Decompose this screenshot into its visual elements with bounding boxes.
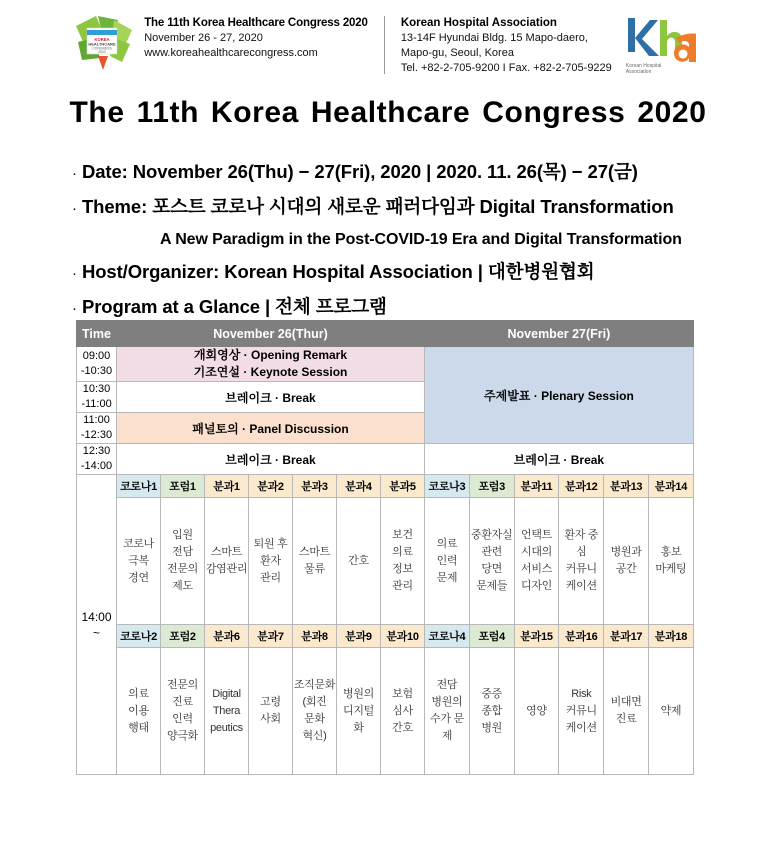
topic-line: 의료 <box>128 687 149 700</box>
topic-line: 보건 <box>392 529 413 541</box>
topic-line: 커뮤니 <box>565 563 597 575</box>
time-start: 11:00 <box>83 414 110 426</box>
topic-line: 디지털 <box>343 704 374 717</box>
topic-line: 디자인 <box>521 580 552 592</box>
session-topic-포럼3 <box>469 498 514 625</box>
opening-line1: 개회영상 · Opening Remark <box>193 348 348 362</box>
session-label-분과14[interactable]: 분과14 <box>648 475 693 498</box>
topic-line: 영양 <box>526 704 547 717</box>
session-break-lunch-day2: 브레이크 · Break <box>425 444 694 475</box>
topic-line: 관리 <box>260 571 281 584</box>
association-name: Korean Hospital Association <box>400 17 557 29</box>
session-label-분과10[interactable]: 분과10 <box>381 625 425 648</box>
bullet-date-value: November 26(Thu) − 27(Fri), 2020 | 2020. 11. 26(목) − 27(금) <box>132 161 638 182</box>
topic-line: Risk <box>571 687 592 700</box>
session-break-lunch-day1: 브레이크 · Break <box>117 444 425 475</box>
kha-logo-icon <box>626 14 702 74</box>
session-label-분과2[interactable]: 분과2 <box>249 475 293 498</box>
topic-line: 관련 <box>481 546 503 558</box>
topic-line: 당면 <box>481 563 503 575</box>
bullet-host-value: Korean Hospital Association | 대한병원협회 <box>224 261 595 282</box>
topic-line: 진료 <box>615 713 637 725</box>
topic-line: 인력 <box>172 713 193 725</box>
time-start: 12:30 <box>82 445 111 457</box>
time-end: -10:30 <box>80 365 113 377</box>
topic-line: 고령 <box>260 696 281 708</box>
session-topic-분과6 <box>205 648 249 775</box>
topic-line: 심사 <box>392 704 413 717</box>
topic-line: Digital <box>212 687 241 700</box>
topic-line: 조직문화 <box>293 679 336 691</box>
topic-line: 홍보 <box>660 546 682 558</box>
session-topic-분과12 <box>559 498 604 625</box>
topic-line: 관리 <box>392 580 413 592</box>
session-label-분과5[interactable]: 분과5 <box>381 475 425 498</box>
time-cell <box>77 444 117 475</box>
session-label-분과8[interactable]: 분과8 <box>293 625 337 648</box>
session-topic-코로나3 <box>425 498 470 625</box>
topic-line: 행태 <box>128 721 149 734</box>
session-label-분과13[interactable]: 분과13 <box>604 475 649 498</box>
session-label-분과12[interactable]: 분과12 <box>559 475 604 498</box>
topic-line: 감염관리 <box>205 563 248 575</box>
kha-caption-line2: Association <box>625 69 652 75</box>
topic-line: 사회 <box>260 713 281 725</box>
session-label-분과4[interactable]: 분과4 <box>337 475 381 498</box>
svg-text:KOREA: KOREA <box>94 37 110 42</box>
topic-line: 화 <box>353 721 364 734</box>
session-label-분과6[interactable]: 분과6 <box>205 625 249 648</box>
congress-title: The 11th Korea Healthcare Congress 2020 <box>144 17 368 29</box>
session-break-morning: 브레이크 · Break <box>117 382 425 413</box>
topic-line: 비대면 <box>610 696 642 708</box>
info-bullet-list <box>72 155 732 325</box>
topic-line: 경연 <box>128 571 149 584</box>
topic-line: 시대의 <box>521 546 552 558</box>
topic-line: 전담 <box>436 679 458 691</box>
topic-line: 문제 <box>436 571 458 584</box>
letterhead <box>0 14 776 76</box>
session-label-포럼1[interactable]: 포럼1 <box>161 475 205 498</box>
topic-line: 의료 <box>436 537 458 550</box>
topic-line: 종합 <box>481 704 503 717</box>
program-at-a-glance-table <box>76 320 693 775</box>
letterhead-divider <box>384 16 385 74</box>
session-topic-분과16 <box>559 648 604 775</box>
kha-caption-line1: Korean Hospital <box>625 63 662 69</box>
topic-line: 간호 <box>392 721 413 734</box>
time-afternoon-start: 14:00 <box>81 609 112 624</box>
column-header-day1: November 26(Thur) <box>117 321 425 347</box>
bullet-theme-subtitle: A New Paradigm in the Post-COVID-19 Era and Digital Transformation <box>160 231 682 248</box>
session-topic-분과2 <box>249 498 293 625</box>
session-label-포럼2[interactable]: 포럼2 <box>161 625 205 648</box>
topic-line: 병원과 <box>610 546 642 558</box>
time-cell-afternoon <box>77 475 117 775</box>
kha-logo-caption <box>626 63 662 75</box>
time-cell <box>77 347 117 382</box>
topic-line: 환자 <box>260 554 281 567</box>
session-label-row <box>77 475 694 498</box>
session-topic-코로나4 <box>425 648 470 775</box>
bullet-theme <box>72 190 732 225</box>
session-label-분과11[interactable]: 분과11 <box>514 475 559 498</box>
topic-line: 약제 <box>660 704 682 717</box>
schedule-row <box>77 444 694 475</box>
topic-line: 혁신) <box>302 730 327 742</box>
session-label-코로나3[interactable]: 코로나3 <box>425 475 470 498</box>
time-end: -11:00 <box>81 398 112 410</box>
topic-line: 입원 <box>172 529 193 541</box>
session-topic-분과15 <box>514 648 559 775</box>
topic-line: 수가 문제 <box>430 713 464 742</box>
session-topic-분과3 <box>293 498 337 625</box>
topic-line: 인력 <box>436 554 458 567</box>
bullet-dot-icon: · <box>72 200 77 217</box>
session-plenary: 주제발표 · Plenary Session <box>425 347 694 444</box>
session-topic-분과5 <box>381 498 425 625</box>
session-topic-분과8 <box>293 648 337 775</box>
association-address-line2: Mapo-gu, Seoul, Korea <box>400 47 514 59</box>
bullet-program-label: Program at a Glance <box>81 296 260 317</box>
time-start: 09:00 <box>82 350 111 362</box>
topic-line: peutics <box>210 721 243 734</box>
topic-line: 보험 <box>392 687 413 700</box>
time-afternoon-tilde: ~ <box>92 625 100 640</box>
session-topic-분과10 <box>381 648 425 775</box>
session-label-분과7[interactable]: 분과7 <box>249 625 293 648</box>
bullet-dot-icon: · <box>72 265 77 282</box>
topic-line: 전담 <box>172 546 193 558</box>
bullet-program-value: | 전체 프로그램 <box>265 296 387 317</box>
topic-line: 병원의 <box>343 687 374 700</box>
session-topic-row <box>77 648 694 775</box>
topic-line: 케이션 <box>565 721 597 734</box>
topic-line: 문화 <box>304 713 325 725</box>
session-label-분과3[interactable]: 분과3 <box>293 475 337 498</box>
session-label-코로나4[interactable]: 코로나4 <box>425 625 470 648</box>
topic-line: 스마트 <box>299 546 330 558</box>
time-cell <box>77 382 117 413</box>
time-end: -14:00 <box>80 460 113 472</box>
bullet-theme-value: 포스트 코로나 시대의 새로운 패러다임과 Digital Transformation <box>152 196 674 217</box>
session-topic-포럼4 <box>469 648 514 775</box>
congress-website[interactable]: www.koreahealthcarecongress.com <box>144 47 318 59</box>
topic-line: 커뮤니 <box>565 704 597 717</box>
session-opening-remark <box>117 347 425 382</box>
time-start: 10:30 <box>82 383 111 395</box>
svg-text:HEALTHCARE: HEALTHCARE <box>88 41 116 47</box>
session-topic-분과7 <box>249 648 293 775</box>
session-topic-row <box>77 498 694 625</box>
topic-line: 양극화 <box>167 730 198 742</box>
topic-line: 언택트 <box>521 529 552 541</box>
topic-line: (회진 <box>302 696 327 708</box>
session-topic-포럼2 <box>161 648 205 775</box>
topic-line: 정보 <box>392 563 413 575</box>
session-label-분과15[interactable]: 분과15 <box>514 625 559 648</box>
bullet-date-label: Date: <box>81 161 128 182</box>
bullet-host <box>72 255 732 290</box>
topic-line: 의료 <box>392 546 413 558</box>
topic-line: 환자 중심 <box>564 529 599 558</box>
session-topic-분과13 <box>604 498 649 625</box>
topic-line: 진료 <box>172 696 193 708</box>
session-label-코로나2[interactable]: 코로나2 <box>117 625 161 648</box>
svg-text:CONGRESS: CONGRESS <box>92 46 112 51</box>
session-label-분과9[interactable]: 분과9 <box>337 625 381 648</box>
congress-info-block <box>144 16 384 61</box>
topic-line: 병원 <box>481 721 503 734</box>
time-end: -12:30 <box>80 429 113 441</box>
session-topic-분과4 <box>337 498 381 625</box>
topic-line: 전문의 <box>167 679 198 691</box>
column-header-time: Time <box>77 321 117 347</box>
session-topic-분과9 <box>337 648 381 775</box>
session-topic-포럼1 <box>161 498 205 625</box>
session-label-분과1[interactable]: 분과1 <box>205 475 249 498</box>
association-address-line1: 13-14F Hyundai Bldg. 15 Mapo-daero, <box>400 32 588 44</box>
korea-healthcare-congress-logo-icon <box>74 14 134 76</box>
column-header-day2: November 27(Fri) <box>425 321 694 347</box>
session-topic-코로나1 <box>117 498 161 625</box>
topic-line: 서비스 <box>521 563 552 575</box>
topic-line: 병원의 <box>431 696 463 708</box>
topic-line: 공간 <box>615 563 637 575</box>
session-topic-코로나2 <box>117 648 161 775</box>
topic-line: 중증 <box>481 687 503 700</box>
topic-line: 문제들 <box>476 580 508 592</box>
topic-line: 케이션 <box>565 580 597 592</box>
session-label-분과18[interactable]: 분과18 <box>648 625 693 648</box>
session-label-코로나1[interactable]: 코로나1 <box>117 475 161 498</box>
topic-line: 극복 <box>128 554 149 567</box>
topic-line: 간호 <box>348 554 369 567</box>
bullet-dot-icon: · <box>72 165 77 182</box>
topic-line: 퇴원 후 <box>253 537 288 550</box>
time-cell <box>77 413 117 444</box>
session-label-row <box>77 625 694 648</box>
schedule-row <box>77 347 694 382</box>
topic-line: 코로나 <box>123 537 154 550</box>
session-label-포럼4[interactable]: 포럼4 <box>469 625 514 648</box>
session-topic-분과17 <box>604 648 649 775</box>
topic-line: 스마트 <box>211 546 242 558</box>
bullet-dot-icon: · <box>72 300 77 317</box>
svg-text:2020: 2020 <box>98 50 106 55</box>
bullet-theme-label: Theme: <box>81 196 148 217</box>
topic-line: 제도 <box>172 580 193 592</box>
bullet-date <box>72 155 732 190</box>
opening-line2: 기조연설 · Keynote Session <box>193 365 348 379</box>
topic-line: 이용 <box>128 704 149 717</box>
session-topic-분과14 <box>648 498 693 625</box>
session-topic-분과11 <box>514 498 559 625</box>
session-label-분과16[interactable]: 분과16 <box>559 625 604 648</box>
topic-line: Thera <box>212 704 241 717</box>
association-contact: Tel. +82-2-705-9200 I Fax. +82-2-705-9229 <box>400 62 612 74</box>
topic-line: 물류 <box>304 563 325 575</box>
table-header-row <box>77 321 694 347</box>
bullet-host-label: Host/Organizer: <box>81 261 220 282</box>
page-title: The 11th Korea Healthcare Congress 2020 <box>69 96 707 129</box>
topic-line: 마케팅 <box>655 563 687 575</box>
session-topic-분과18 <box>648 648 693 775</box>
topic-line: 전문의 <box>167 563 198 575</box>
session-label-분과17[interactable]: 분과17 <box>604 625 649 648</box>
session-topic-분과1 <box>205 498 249 625</box>
congress-dates: November 26 - 27, 2020 <box>144 32 263 44</box>
association-info-block <box>401 16 626 76</box>
session-panel-discussion: 패널토의 · Panel Discussion <box>117 413 425 444</box>
topic-line: 중환자실 <box>471 529 513 541</box>
session-label-포럼3[interactable]: 포럼3 <box>469 475 514 498</box>
